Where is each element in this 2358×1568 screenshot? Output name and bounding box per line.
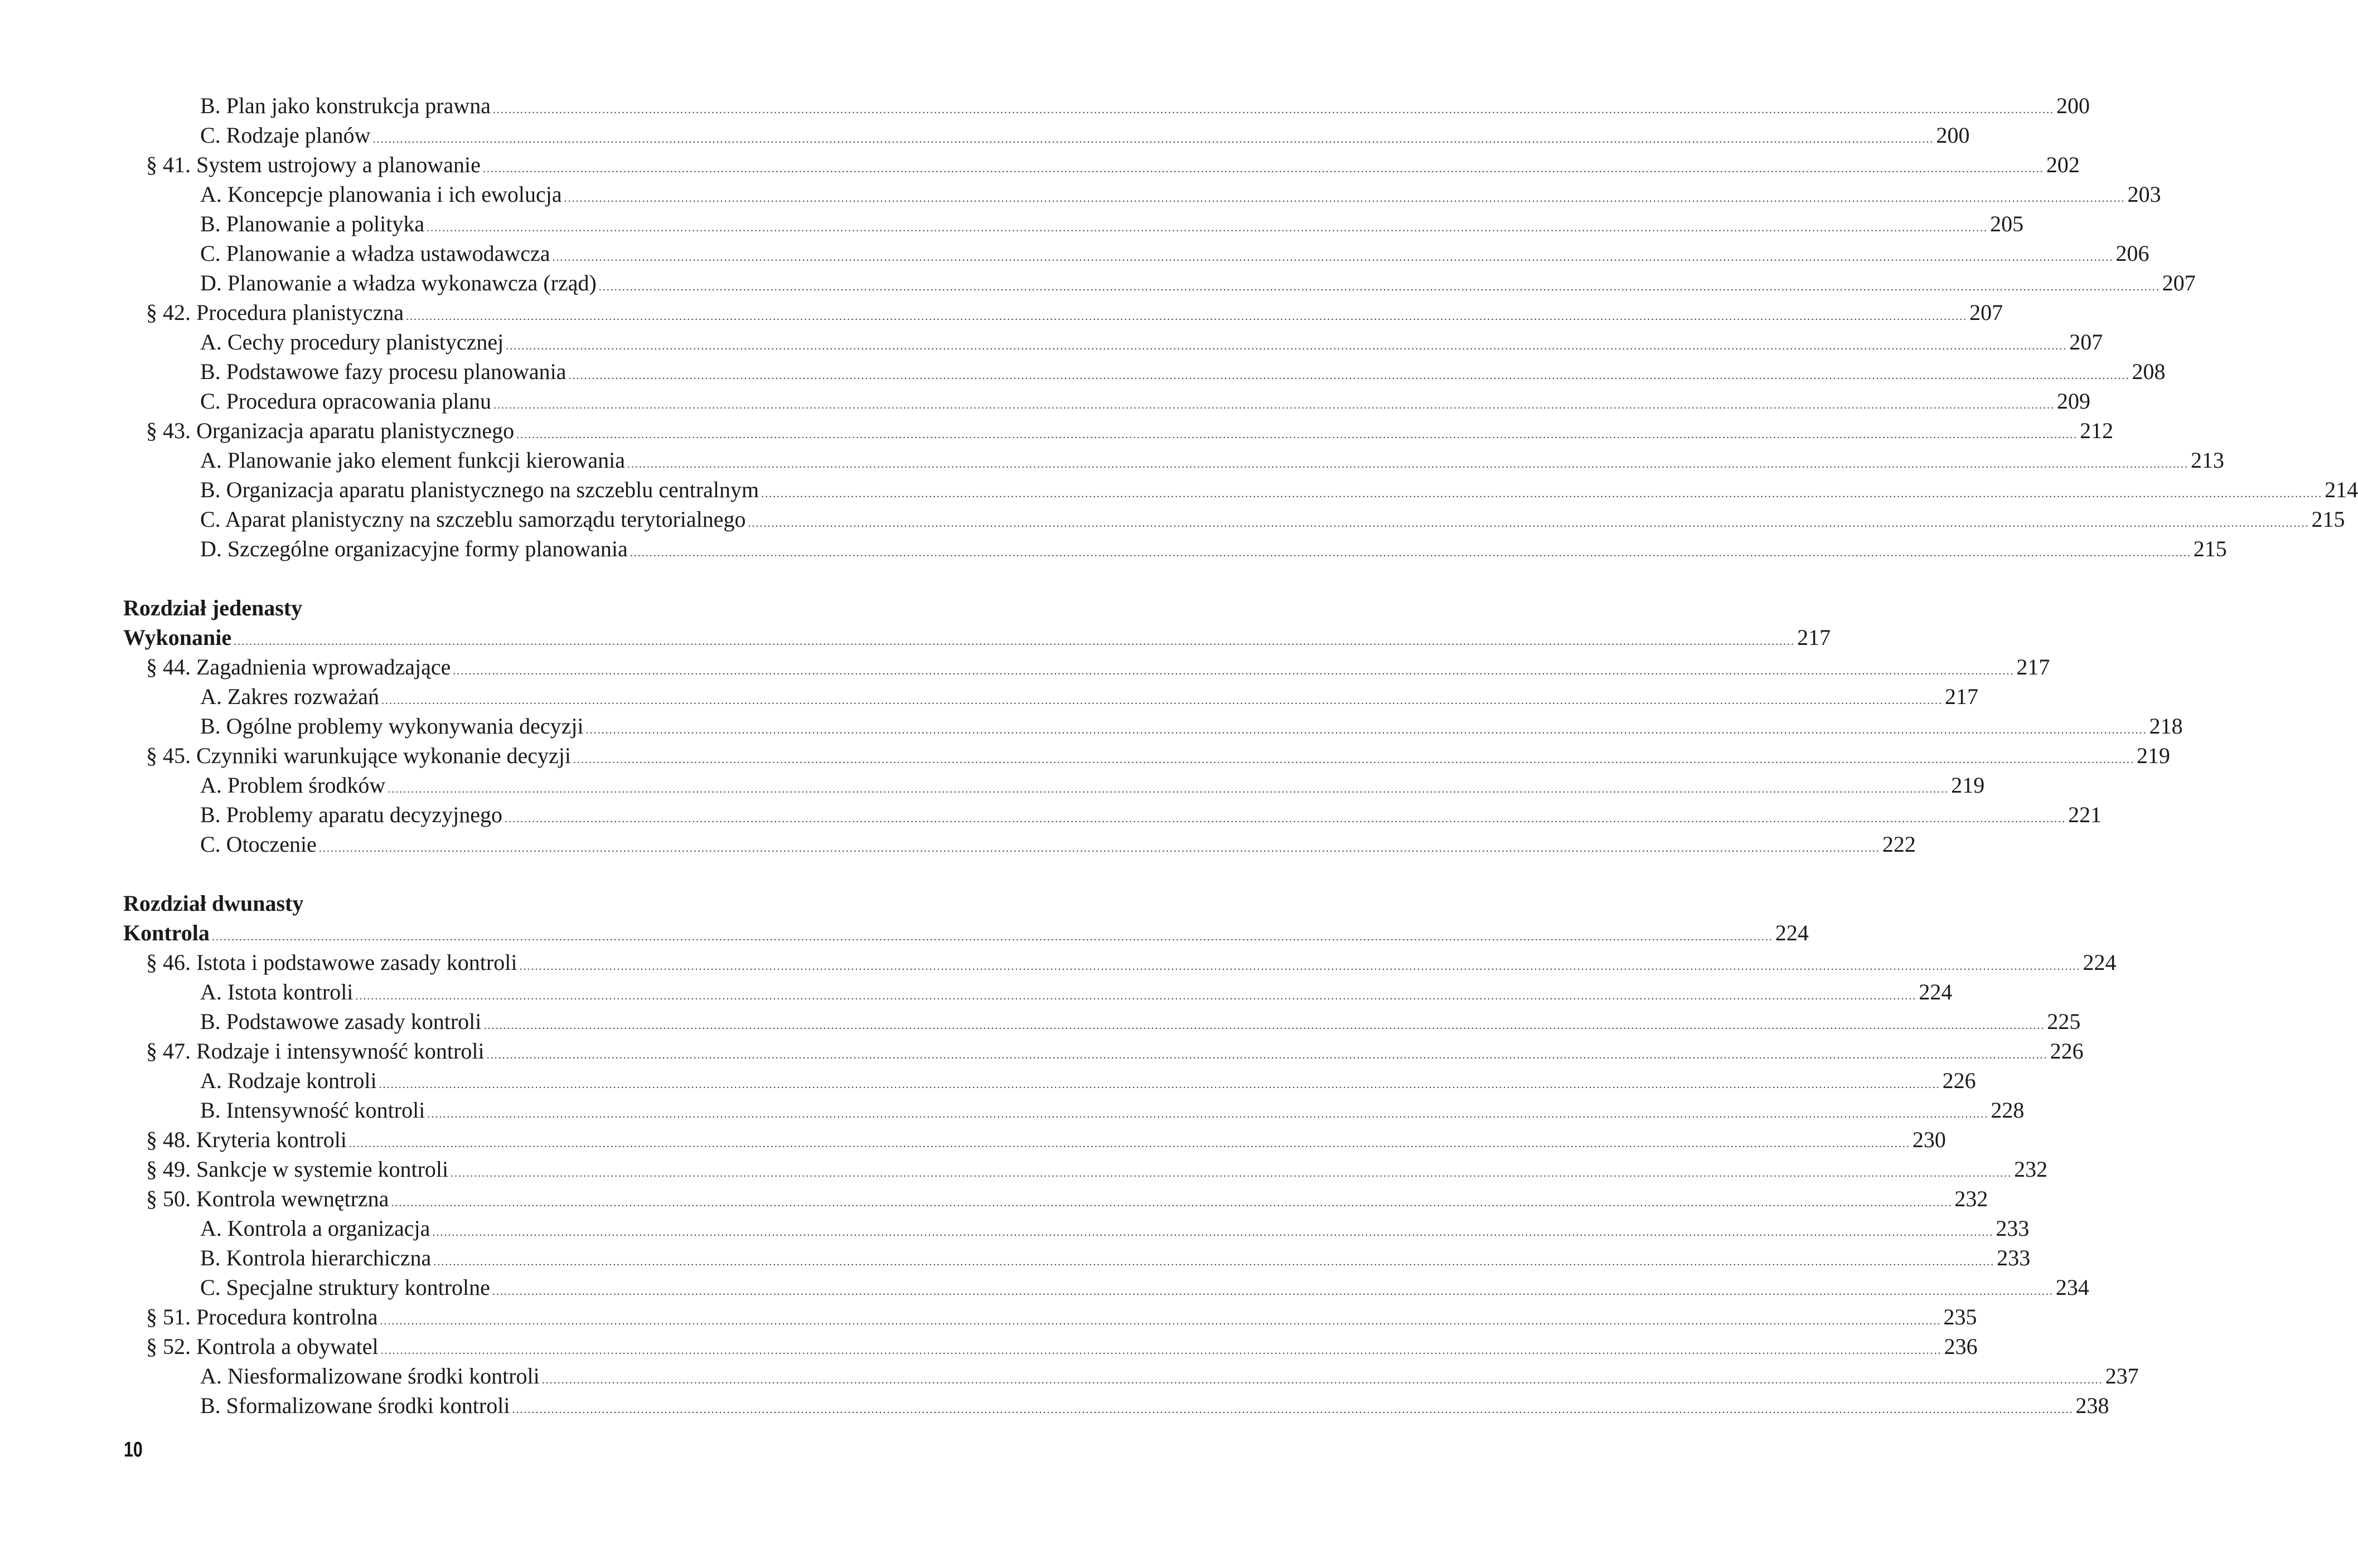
toc-entry-page: 225 (2047, 1009, 2081, 1034)
toc-entry-page: 219 (2137, 743, 2170, 768)
toc-entry-label: B. Ogólne problemy wykonywania decyzji (200, 713, 584, 739)
toc-entry-page: 228 (1991, 1098, 2025, 1123)
dot-leader: ................................................................................................................................................................................................................................................................................................................................................................................................................ (598, 281, 2160, 293)
dot-leader: ................................................................................................................................................................................................................................................................................................................................................................................................................ (505, 813, 2066, 825)
toc-entry-page: 230 (1912, 1127, 1946, 1152)
page-number: 10 (124, 1438, 143, 1462)
toc-entry-sub (123, 1273, 2089, 1302)
toc-entry-label: § 50. Kontrola wewnętrzna (146, 1186, 389, 1211)
toc-entry-label: § 48. Kryteria kontroli (146, 1127, 347, 1152)
toc-entry-label: B. Sformalizowane środki kontroli (200, 1393, 510, 1418)
dot-leader: ................................................................................................................................................................................................................................................................................................................................................................................................................ (748, 517, 2309, 530)
toc-entry-page: 219 (1951, 773, 1985, 798)
toc-entry-label: B. Podstawowe zasady kontroli (200, 1009, 482, 1034)
toc-entry-sub (123, 534, 2227, 564)
toc-entry-label: § 52. Kontrola a obywatel (146, 1334, 379, 1359)
toc-entry-label: C. Aparat planistyczny na szczeblu samorządu terytorialnego (200, 507, 746, 532)
toc-entry-sub (123, 682, 1978, 711)
toc-entry-sub (123, 770, 1985, 800)
toc-entry-sub (123, 475, 2358, 504)
toc-entry-page: 237 (2105, 1363, 2139, 1389)
dot-leader: ................................................................................................................................................................................................................................................................................................................................................................................................................ (348, 1138, 1910, 1150)
dot-leader: ................................................................................................................................................................................................................................................................................................................................................................................................................ (453, 665, 2015, 677)
toc-entry-page: 226 (1942, 1068, 1976, 1093)
toc-entry-page: 236 (1944, 1334, 1978, 1359)
dot-leader: ................................................................................................................................................................................................................................................................................................................................................................................................................ (388, 783, 1949, 795)
toc-entry-page: 203 (2127, 182, 2161, 207)
dot-leader: ................................................................................................................................................................................................................................................................................................................................................................................................................ (585, 724, 2147, 736)
toc-entry-section (123, 1184, 1988, 1213)
toc-entry-sub (123, 179, 2161, 209)
toc-entry-label: § 41. System ustrojowy a planowanie (146, 152, 481, 177)
toc-entry-label: A. Rodzaje kontroli (200, 1068, 377, 1093)
toc-entry-sub (123, 357, 2166, 386)
toc-entry-page: 235 (1943, 1304, 1977, 1329)
toc-entry-sub (123, 209, 2024, 239)
dot-leader: ................................................................................................................................................................................................................................................................................................................................................................................................................ (372, 133, 1934, 145)
toc-entry-label: C. Planowanie a władza ustawodawcza (200, 241, 550, 266)
toc-entry-label: A. Zakres rozważań (200, 684, 379, 709)
toc-entry-section (123, 1154, 2048, 1184)
toc-entry-sub (123, 711, 2183, 741)
toc-entry-sub (123, 1066, 1976, 1095)
dot-leader: ................................................................................................................................................................................................................................................................................................................................................................................................................ (451, 1167, 2012, 1179)
toc-entry-sub (123, 1095, 2025, 1125)
table-of-contents (123, 91, 2358, 1420)
toc-entry-label: A. Cechy procedury planistycznej (200, 329, 504, 355)
toc-entry-page: 217 (2016, 654, 2050, 679)
toc-entry-sub (123, 504, 2345, 534)
dot-leader: ................................................................................................................................................................................................................................................................................................................................................................................................................ (564, 192, 2125, 205)
toc-entry-sub (123, 120, 1970, 150)
toc-entry-section (123, 741, 2170, 770)
toc-entry-page: 207 (2162, 270, 2196, 295)
toc-entry-label: Rozdział dwunasty (123, 891, 304, 916)
toc-entry-page: 205 (1990, 211, 2024, 236)
toc-entry-page: 224 (1919, 979, 1953, 1004)
toc-entry-page: 233 (1996, 1216, 2030, 1241)
toc-entry-page: 224 (2083, 950, 2117, 975)
dot-leader: ................................................................................................................................................................................................................................................................................................................................................................................................................ (493, 399, 2055, 411)
dot-leader: ................................................................................................................................................................................................................................................................................................................................................................................................................ (355, 990, 1917, 1002)
toc-entry-label: § 47. Rodzaje i intensywność kontroli (146, 1038, 485, 1064)
dot-leader: ................................................................................................................................................................................................................................................................................................................................................................................................................ (380, 1344, 1942, 1357)
dot-leader: ................................................................................................................................................................................................................................................................................................................................................................................................................ (318, 842, 1880, 855)
toc-entry-label: D. Planowanie a władza wykonawcza (rząd) (200, 270, 597, 295)
toc-entry-label: B. Problemy aparatu decyzyjnego (200, 802, 503, 827)
toc-entry-label: § 45. Czynniki warunkujące wykonanie decyzji (146, 743, 571, 768)
dot-leader: ................................................................................................................................................................................................................................................................................................................................................................................................................ (506, 340, 2068, 352)
toc-entry-sub (123, 445, 2224, 475)
toc-entry-label: § 49. Sankcje w systemie kontroli (146, 1157, 449, 1182)
toc-entry-page: 208 (2132, 359, 2166, 384)
toc-entry-page: 226 (2050, 1038, 2084, 1064)
dot-leader: ................................................................................................................................................................................................................................................................................................................................................................................................................ (482, 163, 2044, 175)
toc-entry-section (123, 652, 2050, 682)
dot-leader: ................................................................................................................................................................................................................................................................................................................................................................................................................ (379, 1079, 1940, 1091)
toc-entry-label: C. Specjalne struktury kontrolne (200, 1275, 490, 1300)
toc-entry-label: B. Organizacja aparatu planistycznego na szczeblu centralnym (200, 477, 759, 502)
dot-leader: ................................................................................................................................................................................................................................................................................................................................................................................................................ (541, 1374, 2103, 1386)
toc-entry-label: A. Koncepcje planowania i ich ewolucja (200, 182, 562, 207)
dot-leader: ................................................................................................................................................................................................................................................................................................................................................................................................................ (627, 458, 2188, 470)
toc-entry-label: D. Szczególne organizacyjne formy planowania (200, 536, 628, 561)
dot-leader: ................................................................................................................................................................................................................................................................................................................................................................................................................ (427, 222, 1988, 234)
toc-entry-page: 215 (2311, 507, 2345, 532)
toc-entry-sub (123, 386, 2091, 416)
toc-entry-chapter-title (123, 593, 974, 623)
dot-leader: ................................................................................................................................................................................................................................................................................................................................................................................................................ (512, 1404, 2074, 1416)
toc-entry-section (123, 1332, 1978, 1361)
toc-entry-page: 217 (1797, 625, 1831, 650)
toc-entry-page: 218 (2149, 713, 2183, 739)
toc-entry-section (123, 1125, 1946, 1154)
toc-entry-label: A. Planowanie jako element funkcji kierowania (200, 448, 625, 473)
toc-entry-page: 207 (1969, 300, 2003, 325)
toc-entry-page: 232 (2014, 1157, 2048, 1182)
dot-leader: ................................................................................................................................................................................................................................................................................................................................................................................................................ (381, 695, 1943, 707)
dot-leader: ................................................................................................................................................................................................................................................................................................................................................................................................................ (234, 635, 1795, 648)
toc-entry-label: § 44. Zagadnienia wprowadzające (146, 654, 451, 679)
toc-entry-label: B. Intensywność kontroli (200, 1098, 425, 1123)
toc-entry-label: C. Procedura opracowania planu (200, 389, 492, 414)
dot-leader: ................................................................................................................................................................................................................................................................................................................................................................................................................ (486, 1049, 2048, 1061)
toc-entry-sub (123, 1391, 2109, 1420)
toc-entry-chapter-title (123, 889, 974, 918)
toc-entry-page: 233 (1997, 1245, 2031, 1270)
dot-leader: ................................................................................................................................................................................................................................................................................................................................................................................................................ (568, 370, 2130, 382)
dot-leader: ................................................................................................................................................................................................................................................................................................................................................................................................................ (391, 1197, 1953, 1209)
toc-entry-label: B. Plan jako konstrukcja prawna (200, 93, 491, 118)
toc-entry-page: 209 (2057, 389, 2091, 414)
toc-entry-page: 215 (2193, 536, 2227, 561)
toc-entry-label: § 51. Procedura kontrolna (146, 1304, 378, 1329)
toc-entry-sub (123, 1213, 2030, 1243)
toc-entry-label: § 42. Procedura planistyczna (146, 300, 404, 325)
toc-entry-chapter-name (123, 918, 1809, 948)
toc-entry-label: § 46. Istota i podstawowe zasady kontroli (146, 950, 517, 975)
toc-entry-page: 212 (2080, 418, 2114, 443)
toc-entry-label: C. Otoczenie (200, 832, 317, 857)
toc-entry-sub (123, 977, 1953, 1007)
toc-entry-label: Rozdział jedenasty (123, 595, 303, 620)
toc-entry-label: B. Kontrola hierarchiczna (200, 1245, 432, 1270)
dot-leader: ................................................................................................................................................................................................................................................................................................................................................................................................................ (552, 251, 2114, 264)
toc-entry-sub (123, 1361, 2139, 1391)
dot-leader: ................................................................................................................................................................................................................................................................................................................................................................................................................ (630, 547, 2191, 559)
toc-entry-page: 200 (1936, 123, 1970, 148)
toc-entry-label: A. Kontrola a organizacja (200, 1216, 430, 1241)
toc-entry-sub (123, 239, 2149, 268)
toc-entry-label: § 43. Organizacja aparatu planistycznego (146, 418, 515, 443)
toc-entry-page: 206 (2115, 241, 2149, 266)
dot-leader: ................................................................................................................................................................................................................................................................................................................................................................................................................ (519, 960, 2081, 973)
toc-entry-page: 224 (1775, 920, 1809, 945)
toc-entry-label: Wykonanie (123, 625, 232, 650)
toc-entry-section (123, 150, 2080, 179)
dot-leader: ................................................................................................................................................................................................................................................................................................................................................................................................................ (492, 1285, 2054, 1298)
dot-leader: ................................................................................................................................................................................................................................................................................................................................................................................................................ (573, 754, 2134, 766)
toc-entry-page: 221 (2068, 802, 2102, 827)
toc-entry-page: 232 (1954, 1186, 1988, 1211)
toc-entry-sub (123, 1007, 2081, 1036)
dot-leader: ................................................................................................................................................................................................................................................................................................................................................................................................................ (483, 1020, 2045, 1032)
toc-entry-label: Kontrola (123, 920, 210, 945)
toc-entry-page: 202 (2046, 152, 2080, 177)
toc-entry-sub (123, 829, 1916, 859)
toc-entry-chapter-name (123, 623, 1831, 652)
toc-entry-section (123, 298, 2003, 327)
dot-leader: ................................................................................................................................................................................................................................................................................................................................................................................................................ (211, 931, 1773, 943)
dot-leader: ................................................................................................................................................................................................................................................................................................................................................................................................................ (432, 1226, 1994, 1239)
dot-leader: ................................................................................................................................................................................................................................................................................................................................................................................................................ (406, 310, 1968, 323)
toc-entry-label: A. Niesformalizowane środki kontroli (200, 1363, 540, 1389)
toc-entry-page: 213 (2190, 448, 2224, 473)
toc-entry-sub (123, 268, 2196, 298)
toc-entry-section (123, 1036, 2084, 1066)
toc-entry-section (123, 948, 2117, 977)
toc-entry-label: A. Istota kontroli (200, 979, 354, 1004)
toc-entry-sub (123, 327, 2103, 357)
toc-entry-page: 222 (1882, 832, 1916, 857)
toc-entry-sub (123, 800, 2102, 829)
toc-entry-page: 200 (2056, 93, 2090, 118)
toc-entry-page: 234 (2055, 1275, 2089, 1300)
toc-entry-page: 238 (2075, 1393, 2109, 1418)
dot-leader: ................................................................................................................................................................................................................................................................................................................................................................................................................ (493, 104, 2054, 116)
toc-entry-label: B. Planowanie a polityka (200, 211, 425, 236)
toc-entry-page: 217 (1944, 684, 1978, 709)
toc-entry-sub (123, 1243, 2031, 1273)
dot-leader: ................................................................................................................................................................................................................................................................................................................................................................................................................ (427, 1108, 1989, 1120)
toc-entry-label: A. Problem środków (200, 773, 386, 798)
dot-leader: ................................................................................................................................................................................................................................................................................................................................................................................................................ (380, 1315, 1941, 1327)
toc-entry-page: 207 (2069, 329, 2103, 355)
toc-entry-label: C. Rodzaje planów (200, 123, 371, 148)
toc-entry-section (123, 1302, 1977, 1332)
dot-leader: ................................................................................................................................................................................................................................................................................................................................................................................................................ (516, 429, 2078, 441)
toc-entry-section (123, 416, 2114, 445)
toc-entry-sub (123, 91, 2090, 120)
dot-leader: ................................................................................................................................................................................................................................................................................................................................................................................................................ (433, 1256, 1995, 1268)
toc-entry-label: B. Podstawowe fazy procesu planowania (200, 359, 566, 384)
toc-entry-page: 214 (2325, 477, 2358, 502)
dot-leader: ................................................................................................................................................................................................................................................................................................................................................................................................................ (761, 488, 2323, 500)
